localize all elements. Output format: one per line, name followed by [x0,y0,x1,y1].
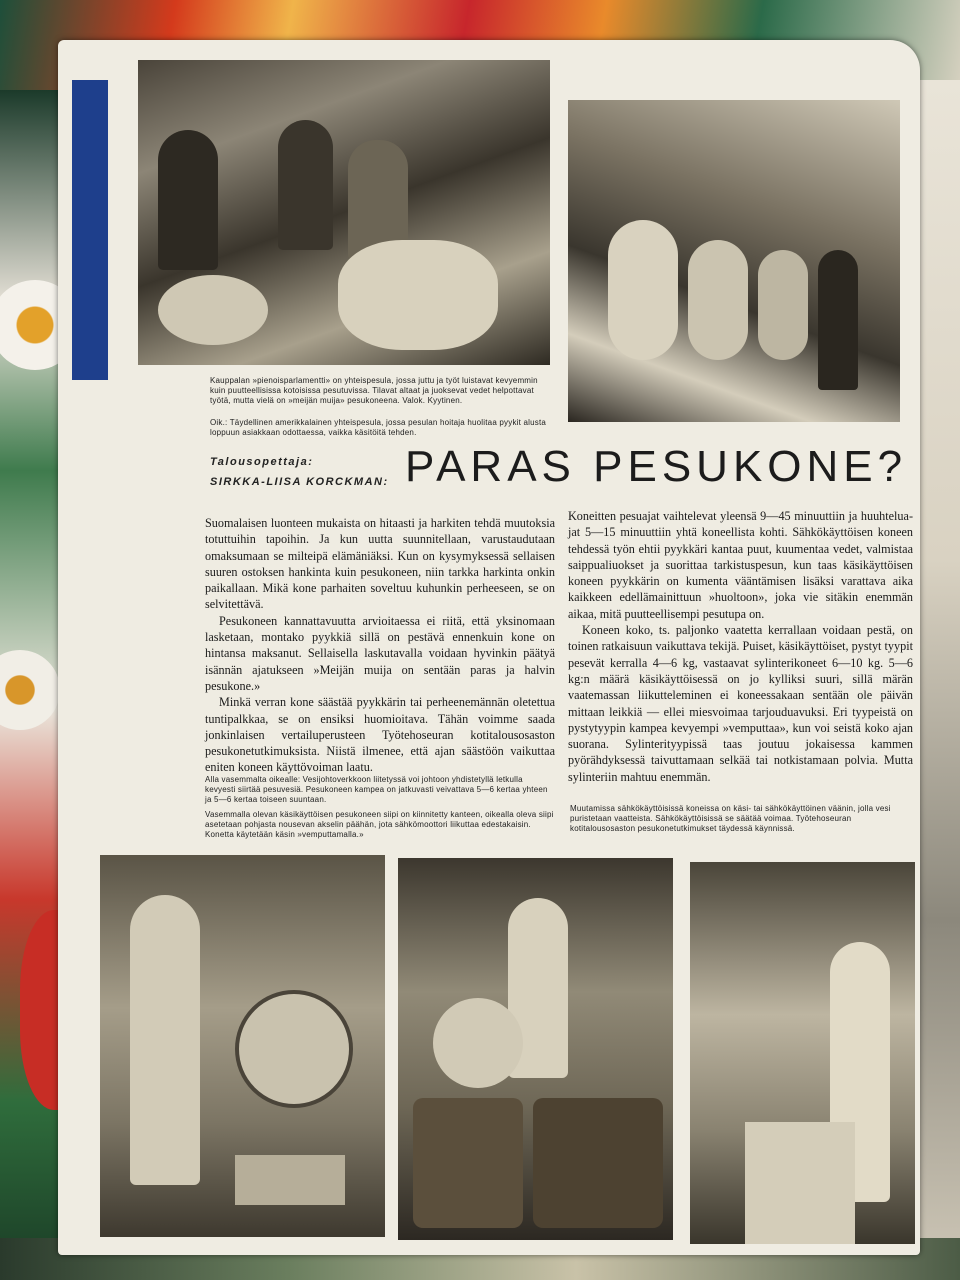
photo-woman-with-hose-washer [100,855,385,1237]
caption-bottom-right: Muutamissa sähkökäyttöisissä koneissa on käsi- tai sähkökäyttöinen väänin, jolla vesi puristetaan vaatteista. Sähkökäyttöisissä se säätää voimaa. Työtehoseuran kotitalousosaston pesukonetutkimukset täydessä käynnissä. [570,804,891,833]
photo-american-laundromat [568,100,900,422]
photo-laundry-room-women [138,60,550,365]
article-column-right [568,508,913,785]
caption-bottom-left-2: Vasemmalla olevan käsikäyttöisen pesukoneen siipi on kiinnitetty kanteen, oikealla oleva siipi asetetaan pohjasta nousevan akselin päähän, jota sähkömoottori liikuttaa edestakaisin. Konetta käytetään käsin »vemputtamalla.» [205,810,554,839]
caption-top-left: Kauppalan »pienoisparlamentti» on yhteispesula, jossa juttu ja työt luistavat kevyemmin kuin puutteellisissa kotoisissa pesutuvissa. Tilavat altaat ja juoksevat vedet helpottavat työtä, mutta vielä on »meijän muija» pesukoneena. Valok. Kyytinen. [210,376,538,405]
author-role: Talousopettaja: [210,456,314,468]
photo-woman-cylinder-machine [690,862,915,1244]
article-column-left [205,515,555,776]
caption-bottom-left-1: Alla vasemmalta oikealle: Vesijohtoverkkoon liitetyssä voi johtoon yhdistetyllä letkulla kevyesti siirtää pesuvesiä. Pesukoneen kampea on jatkuvasti veivattava 5—6 kertaa yhteen ja 5—6 kertaa toiseen suuntaan. [205,775,548,804]
photo-smiling-woman-wooden-tubs [398,858,673,1240]
article-paragraph: Suomalaisen luonteen mukaista on hitaasti ja harkiten tehdä muutoksia totuttuihin tapoihin. Ja kun uutta suunnitellaan, varustaudutaan omaksumaan se milteipä elämäniäksi. Kun on kysymyksessä sellaisen suuren ostoksen hankinta kuin pesukoneen, niin tarkka harkinta onkin paikallaan. Mikä kone parhaiten soveltuu kuhunkin perheeseen, se on selvitettävä. [205,516,555,612]
article-paragraph: Koneen koko, ts. paljonko vaatetta kerrallaan voidaan pestä, on toinen ratkaisuun vaikuttava tekijä. Puiset, käsikäyttöiset, pystyt tyypit pesevät kerralla 4—6 kg, vastaavat sylinterikoneet 6—10 kg. 5—6 kg:n määrä käsikäyttöisessä on jo kylliksi suuri, sillä märän vaatemassan liikutteleminen ei koneessakaan sentään ole päivän mittaan leikkiä — ellei miesvoimaa tarjouduavuksi. Eri tyypeistä on pystytyypin kampea kevyempi »vemputtaa», kun voi seistä koko ajan suorana. Sylinterityypissä taas joutuu jokaisessa kammen pyörähdyksessä taivuttamaan selkää tai notkistamaan polvia. Mutta sylinteriin mahtuu enemmän. [568,623,913,784]
article-paragraph: Pesukoneen kannattavuutta arvioitaessa ei riitä, että yksinomaan lasketaan, montako pyykkiä sillä on pestävä ennenkuin kone on hintansa maksanut. Sellaisella laskutavalla voidaan hyvinkin päätyä isännän ajatukseen »Meijän muija on sentään paras ja halvin pesukone.» [205,613,555,693]
article-paragraph: Koneitten pesuajat vaihtelevat yleensä 9—45 minuuttiin ja huuhteluajat 5—15 minuuttiin yhtä koneellista kohti. Sähkökäyttöisen koneen tehdessä työn ehtii pyykkäri kantaa puut, kuumentaa vedet, valmistaa saippualiuokset ja suorittaa tarkistuspesun, kun taas käsikäyttöisen koneen pyykkärin on kumenta vääntämisen lisäksi varattava aika kaikkeen edellämainittuun »huoltoon», joka vie sitäkin enemmän aikaa, mitä puutteellisempi pesutupa on. [568,509,913,621]
caption-top-right: Oik.: Täydellinen amerikkalainen yhteispesula, jossa pesulan hoitaja huolitaa pyykit alusta loppuun asiakkaan odottaessa, vaikka käsitöitä tehden. [210,418,547,437]
daisy-flower [0,650,60,730]
article-title: PARAS PESUKONE? [405,442,908,491]
article-paragraph: Minkä verran kone säästää pyykkärin tai perheenemännän oletettua tuntipalkkaa, se on ensiksi huomioitava. Tähän voimme saada jonkinlaisen vertailuperusteen Työtehoseuran kotitalousosaston pesukonetutkimuksista. Niistä ilmenee, että ajan säästöön vaikuttaa eniten koneen käyttövoiman laatu. [205,695,555,775]
blue-page-edge [72,80,108,380]
author-name: SIRKKA-LIISA KORCKMAN: [210,476,389,488]
